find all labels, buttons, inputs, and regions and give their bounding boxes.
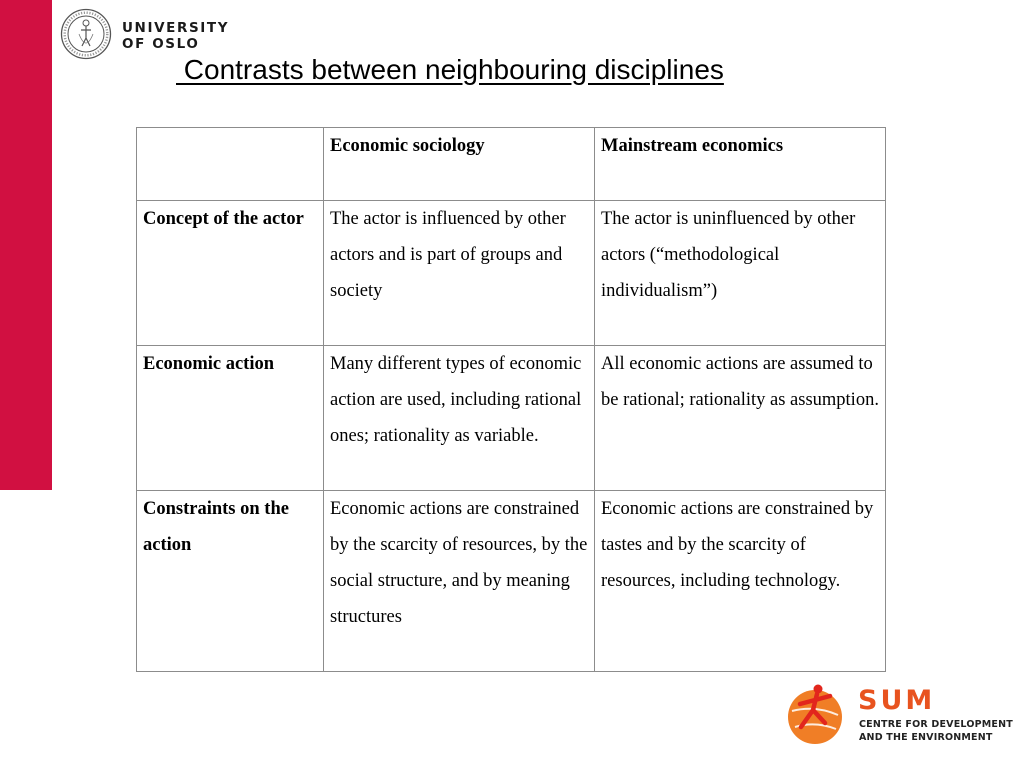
header-mainstream-economics: Mainstream economics [595, 128, 886, 201]
table-row [137, 491, 886, 672]
sum-subtitle [859, 718, 1013, 744]
sum-subtitle-line1: CENTRE FOR DEVELOPMENT [859, 719, 1013, 730]
header-economic-sociology: Economic sociology [324, 128, 595, 201]
cell-economic-sociology: The actor is influenced by other actors and is part of groups and society [324, 201, 595, 346]
cell-mainstream-economics: The actor is uninfluenced by other actors (“methodological individualism”) [595, 201, 886, 346]
university-name [122, 20, 229, 52]
cell-mainstream-economics: All economic actions are assumed to be rational; rationality as assumption. [595, 346, 886, 491]
table-header-row [137, 128, 886, 201]
cell-economic-sociology: Economic actions are constrained by the scarcity of resources, by the social structure, and by meaning structures [324, 491, 595, 672]
sum-globe-icon [786, 683, 844, 747]
row-label: Economic action [137, 346, 324, 491]
sum-subtitle-line2: AND THE ENVIRONMENT [859, 732, 993, 743]
accent-bar [0, 0, 52, 490]
university-name-line1: UNIVERSITY [122, 20, 230, 36]
slide-title: Contrasts between neighbouring disciplines [176, 54, 724, 85]
cell-economic-sociology: Many different types of economic action are used, including rational ones; rationality as variable. [324, 346, 595, 491]
cell-mainstream-economics: Economic actions are constrained by tastes and by the scarcity of resources, including technology. [595, 491, 886, 672]
header-cell-empty [137, 128, 324, 201]
row-label: Concept of the actor [137, 201, 324, 346]
sum-wordmark: SUM [858, 685, 936, 716]
table-row [137, 201, 886, 346]
row-label: Constraints on the action [137, 491, 324, 672]
university-name-line2: OF OSLO [122, 36, 200, 52]
comparison-table [136, 127, 886, 672]
university-seal-icon [60, 8, 112, 60]
table-row [137, 346, 886, 491]
